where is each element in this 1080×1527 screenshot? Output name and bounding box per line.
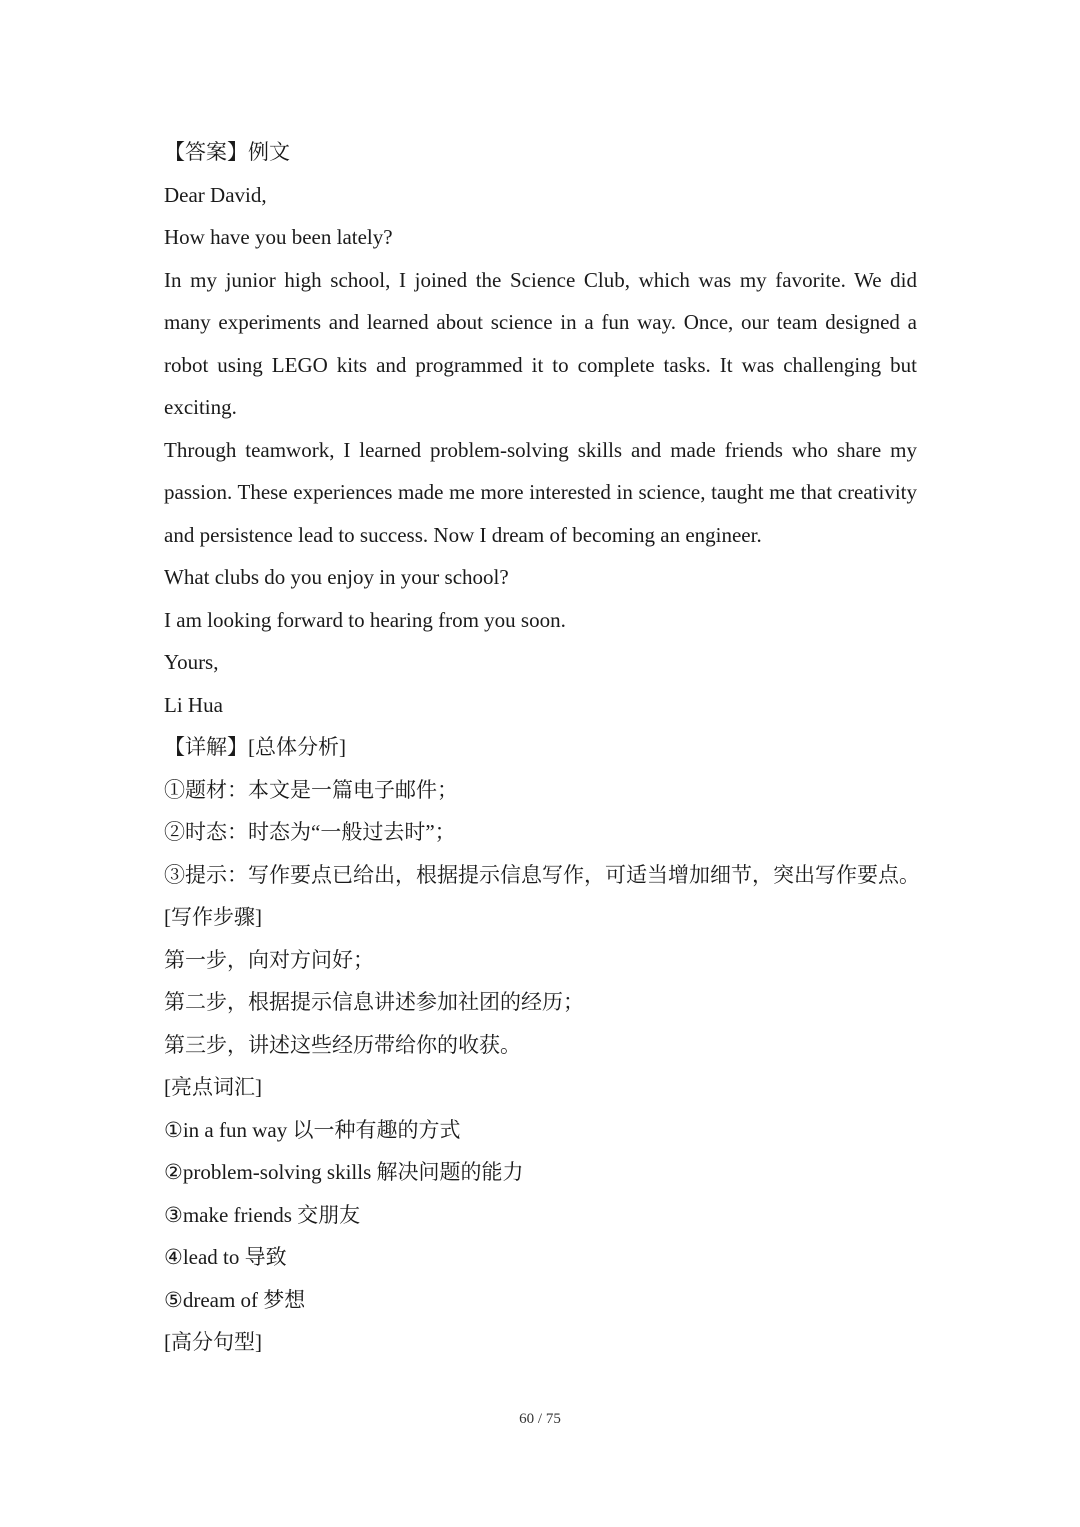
letter-closing-line: I am looking forward to hearing from you soon.: [164, 607, 566, 632]
letter-paragraph-1: In my junior high school, I joined the Science Club, which was my favorite. We did many experiments and learned about science in a fun way. Once, our team designed a robot using LEGO kits and programmed it to complete tasks. It was challenging but exciting.: [164, 267, 917, 419]
letter-salutation: Dear David,: [164, 182, 267, 207]
letter-paragraph-2: Through teamwork, I learned problem-solving skills and made friends who share my passion. These experiences made me more interested in science, taught me that creativity and persistence lead to success. Now I dream of becoming an engineer.: [164, 437, 917, 547]
vocabulary-item: ⑤dream of 梦想: [164, 1287, 306, 1312]
vocabulary-item: ①in a fun way 以一种有趣的方式: [164, 1117, 461, 1142]
analysis-item: ①题材：本文是一篇电子邮件；: [164, 777, 458, 802]
vocabulary-heading: [亮点词汇]: [164, 1075, 262, 1099]
vocabulary-item: ③make friends 交朋友: [164, 1202, 361, 1227]
sentences-heading: [高分句型]: [164, 1330, 262, 1354]
letter-greeting: How have you been lately?: [164, 225, 393, 249]
step-item: 第三步，讲述这些经历带给你的收获。: [164, 1032, 521, 1057]
page-number: 60 / 75: [519, 1411, 561, 1427]
letter-sign-off: Yours,: [164, 650, 219, 674]
step-item: 第二步，根据提示信息讲述参加社团的经历；: [164, 990, 584, 1014]
letter-signature: Li Hua: [164, 692, 223, 717]
analysis-heading: 【详解】[总体分析]: [164, 735, 346, 759]
steps-heading: [写作步骤]: [164, 905, 262, 929]
document-body: [164, 131, 920, 1364]
answer-heading: 【答案】例文: [164, 140, 290, 164]
analysis-item: ③提示：写作要点已给出，根据提示信息写作，可适当增加细节，突出写作要点。: [164, 862, 920, 887]
letter-question: What clubs do you enjoy in your school?: [164, 565, 509, 589]
vocabulary-item: ②problem-solving skills 解决问题的能力: [164, 1160, 524, 1184]
vocabulary-item: ④lead to 导致: [164, 1245, 287, 1269]
step-item: 第一步，向对方问好；: [164, 947, 374, 972]
analysis-item: ②时态：时态为“一般过去时”；: [164, 820, 456, 844]
